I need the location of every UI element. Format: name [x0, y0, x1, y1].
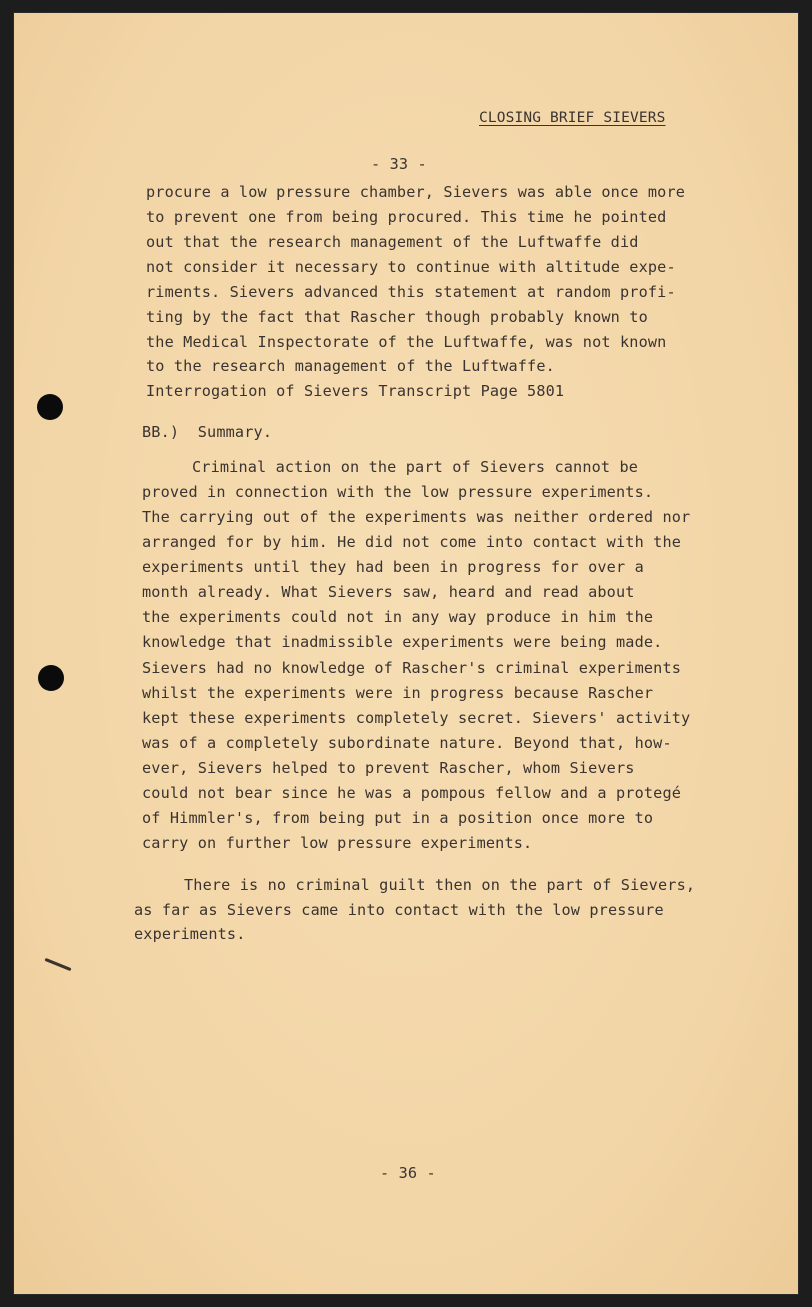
punch-hole	[37, 394, 63, 420]
body-line: to the research management of the Luftwaffe.	[146, 357, 555, 375]
summary-line: carry on further low pressure experiments.	[142, 834, 533, 852]
summary-line: Criminal action on the part of Sievers cannot be	[192, 458, 639, 476]
page-number-top: - 33 -	[371, 155, 427, 173]
body-line: out that the research management of the Luftwaffe did	[146, 233, 639, 251]
summary-line: Sievers had no knowledge of Rascher's criminal experiments	[142, 659, 682, 677]
summary-line: knowledge that inadmissible experiments were being made.	[142, 633, 663, 651]
conclusion-line: experiments.	[134, 925, 246, 943]
document-page	[14, 13, 798, 1294]
body-line: the Medical Inspectorate of the Luftwaffe, was not known	[146, 333, 667, 351]
punch-hole	[38, 665, 64, 691]
summary-line: ever, Sievers helped to prevent Rascher, whom Sievers	[142, 759, 635, 777]
body-line: Interrogation of Sievers Transcript Page 5801	[146, 382, 565, 400]
body-line: not consider it necessary to continue with altitude expe-	[146, 258, 676, 276]
conclusion-line: There is no criminal guilt then on the part of Sievers,	[184, 876, 696, 894]
summary-line: was of a completely subordinate nature. Beyond that, how-	[142, 734, 672, 752]
document-header-title: CLOSING BRIEF SIEVERS	[479, 110, 666, 126]
conclusion-line: as far as Sievers came into contact with the low pressure	[134, 901, 664, 919]
summary-line: the experiments could not in any way produce in him the	[142, 608, 654, 626]
summary-line: of Himmler's, from being put in a position once more to	[142, 809, 654, 827]
summary-line: experiments until they had been in progress for over a	[142, 558, 644, 576]
summary-line: month already. What Sievers saw, heard and read about	[142, 583, 635, 601]
section-heading: BB.) Summary.	[142, 423, 273, 441]
summary-line: kept these experiments completely secret. Sievers' activity	[142, 709, 691, 727]
page-number-bottom: - 36 -	[380, 1164, 436, 1182]
summary-line: The carrying out of the experiments was neither ordered nor	[142, 508, 691, 526]
body-line: riments. Sievers advanced this statement at random profi-	[146, 283, 676, 301]
body-line: to prevent one from being procured. This time he pointed	[146, 208, 667, 226]
summary-line: arranged for by him. He did not come into contact with the	[142, 533, 682, 551]
summary-line: proved in connection with the low pressure experiments.	[142, 483, 654, 501]
body-line: ting by the fact that Rascher though probably known to	[146, 308, 648, 326]
stray-ink-mark	[44, 958, 71, 971]
body-line: procure a low pressure chamber, Sievers was able once more	[146, 183, 686, 201]
summary-line: could not bear since he was a pompous fellow and a protegé	[142, 784, 682, 802]
summary-line: whilst the experiments were in progress because Rascher	[142, 684, 654, 702]
